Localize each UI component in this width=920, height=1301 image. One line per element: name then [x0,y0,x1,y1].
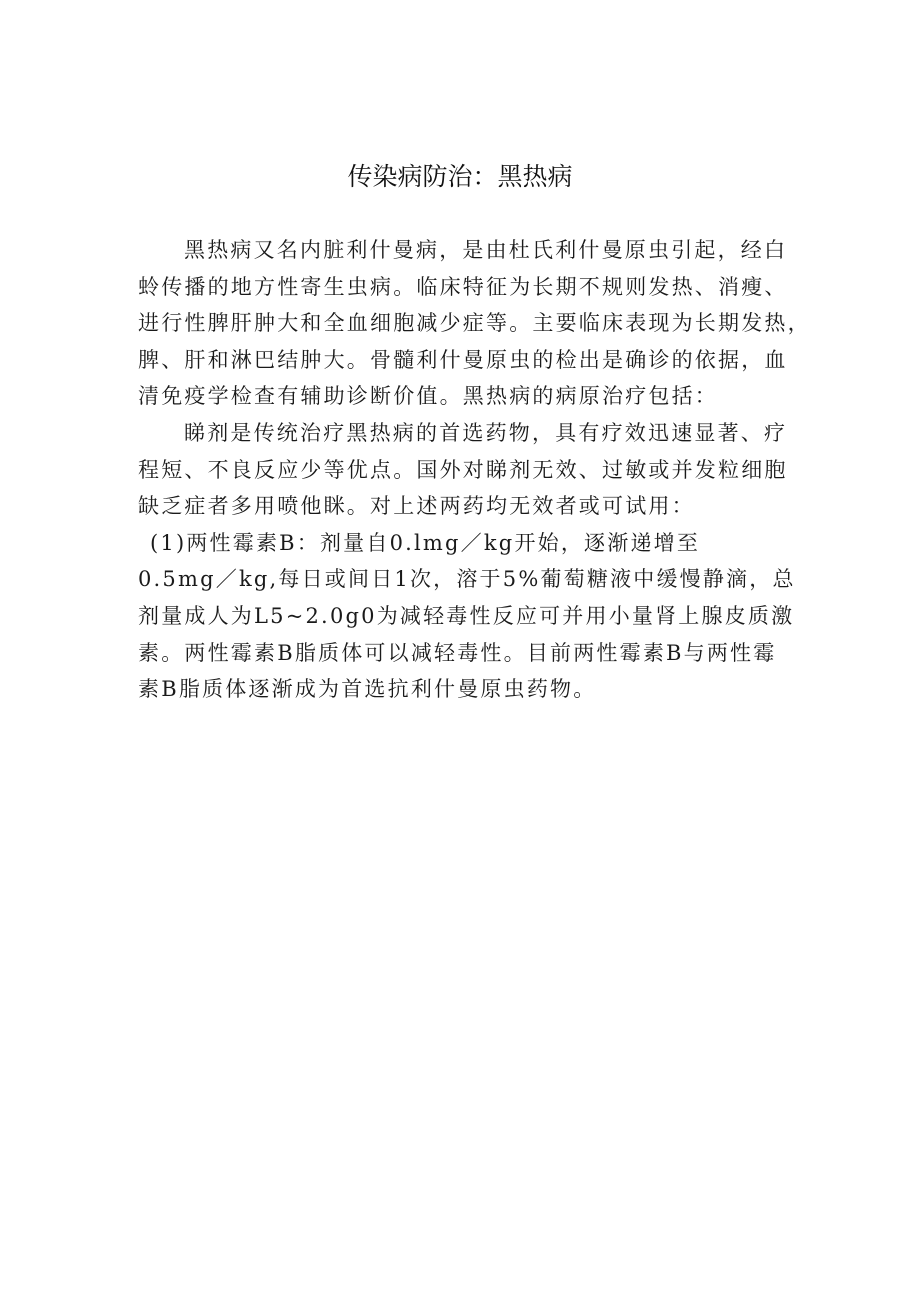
paragraph-line: (1)两性霉素B：剂量自0.lmg／kg开始，逐渐递增至 [150,530,701,555]
paragraph-line: 进行性脾肝肿大和全血细胞减少症等。主要临床表现为长期发热， [138,311,811,336]
paragraph-line: 程短、不良反应少等优点。国外对睇剂无效、过敏或并发粒细胞 [138,457,788,482]
paragraph-line: 蛉传播的地方性寄生虫病。临床特征为长期不规则发热、消瘦、 [138,274,788,299]
paragraph-line: 0.5mg／kg,每日或间日1次，溶于5%葡萄糖液中缓慢静滴，总 [138,567,796,592]
paragraph-line: 素。两性霉素B脂质体可以减轻毒性。目前两性霉素B与两性霉 [138,640,777,665]
paragraph-line: 黑热病又名内脏利什曼病，是由杜氏利什曼原虫引起，经白 [184,238,788,262]
paragraph-line: 缺乏症者多用喷他眯。对上述两药均无效者或可试用： [138,494,695,519]
paragraph-line: 剂量成人为L5~2.0g0为减轻毒性反应可并用小量肾上腺皮质激 [138,603,795,628]
document-body [138,232,811,708]
document-title: 传染病防治：黑热病 [347,162,573,191]
paragraph-line: 脾、肝和淋巴结肿大。骨髓利什曼原虫的检出是确诊的依据，血 [138,347,788,372]
paragraph-line: 素B脂质体逐渐成为首选抗利什曼原虫药物。 [138,677,597,702]
paragraph-line: 清免疫学检查有辅助诊断价值。黑热病的病原治疗包括： [138,384,718,409]
paragraph-line: 睇剂是传统治疗黑热病的首选药物，具有疗效迅速显著、疗 [184,420,788,445]
